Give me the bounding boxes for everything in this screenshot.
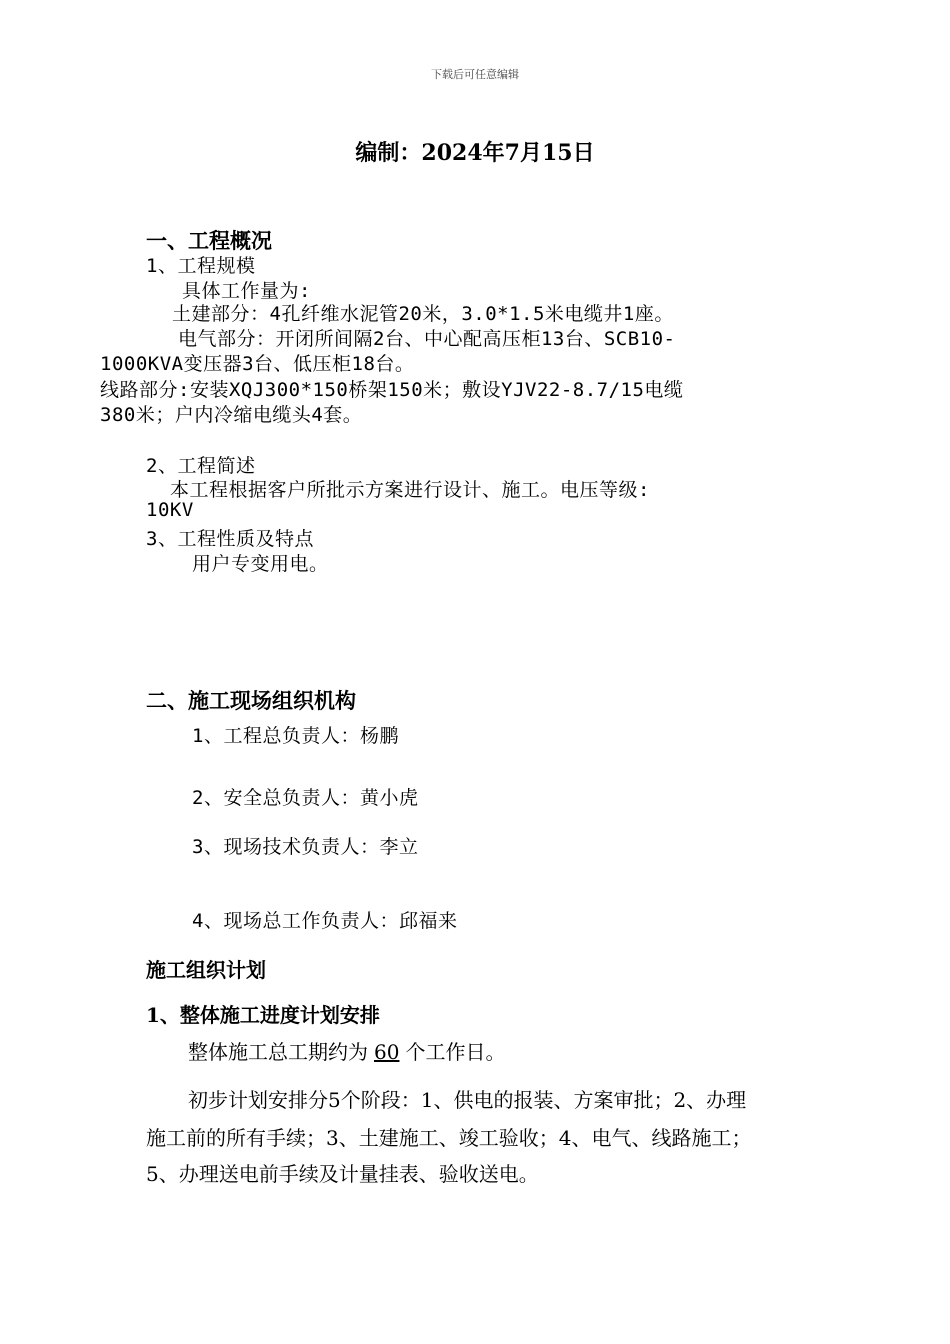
phases-line3: 5、办理送电前手续及计量挂表、验收送电。: [146, 1162, 539, 1186]
section-2-title: 二、施工现场组织机构: [146, 688, 356, 713]
electrical-works-line1: 电气部分：开闭所间隔2台、中心配高压柜13台、SCB10-: [178, 328, 676, 350]
period-suffix: 个工作日。: [405, 1040, 506, 1064]
staff-4: 4、现场总工作负责人：邱福来: [192, 910, 458, 932]
staff-3: 3、现场技术负责人：李立: [192, 836, 419, 858]
electrical-works-line2: 1000KVA变压器3台、低压柜18台。: [100, 353, 415, 375]
civil-works: 土建部分：4孔纤维水泥管20米，3.0*1.5米电缆井1座。: [172, 303, 674, 325]
date-line: 编制：2024年7月15日: [355, 140, 595, 166]
period-line: [188, 1036, 505, 1065]
item-2-title: 2、工程简述: [146, 455, 256, 477]
phases-line1: 初步计划安排分5个阶段：1、供电的报装、方案审批；2、办理: [188, 1088, 747, 1112]
section-1-title: 一、工程概况: [146, 228, 272, 253]
plan-title: 施工组织计划: [146, 958, 266, 982]
period-prefix: 整体施工总工期约为: [188, 1040, 368, 1064]
item-3-title: 3、工程性质及特点: [146, 528, 314, 550]
item-1-title: 1、工程规模: [146, 255, 256, 277]
period-days: 60: [374, 1040, 400, 1064]
nature-text: 用户专变用电。: [192, 553, 329, 575]
workload-intro: 具体工作量为:: [182, 280, 311, 302]
brief-line2: 10KV: [146, 499, 194, 521]
page-header: 下载后可任意编辑: [431, 68, 519, 81]
brief-line1: 本工程根据客户所批示方案进行设计、施工。电压等级:: [170, 479, 650, 501]
plan-subtitle: 1、整体施工进度计划安排: [146, 1003, 380, 1027]
line-works-line2: 380米；户内冷缩电缆头4套。: [100, 404, 363, 426]
staff-2: 2、安全总负责人：黄小虎: [192, 787, 419, 809]
line-works-line1: 线路部分:安装XQJ300*150桥架150米；敷设YJV22-8.7/15电缆: [100, 379, 684, 401]
staff-1: 1、工程总负责人：杨鹏: [192, 725, 399, 747]
phases-line2: 施工前的所有手续；3、土建施工、竣工验收；4、电气、线路施工；: [146, 1126, 752, 1150]
